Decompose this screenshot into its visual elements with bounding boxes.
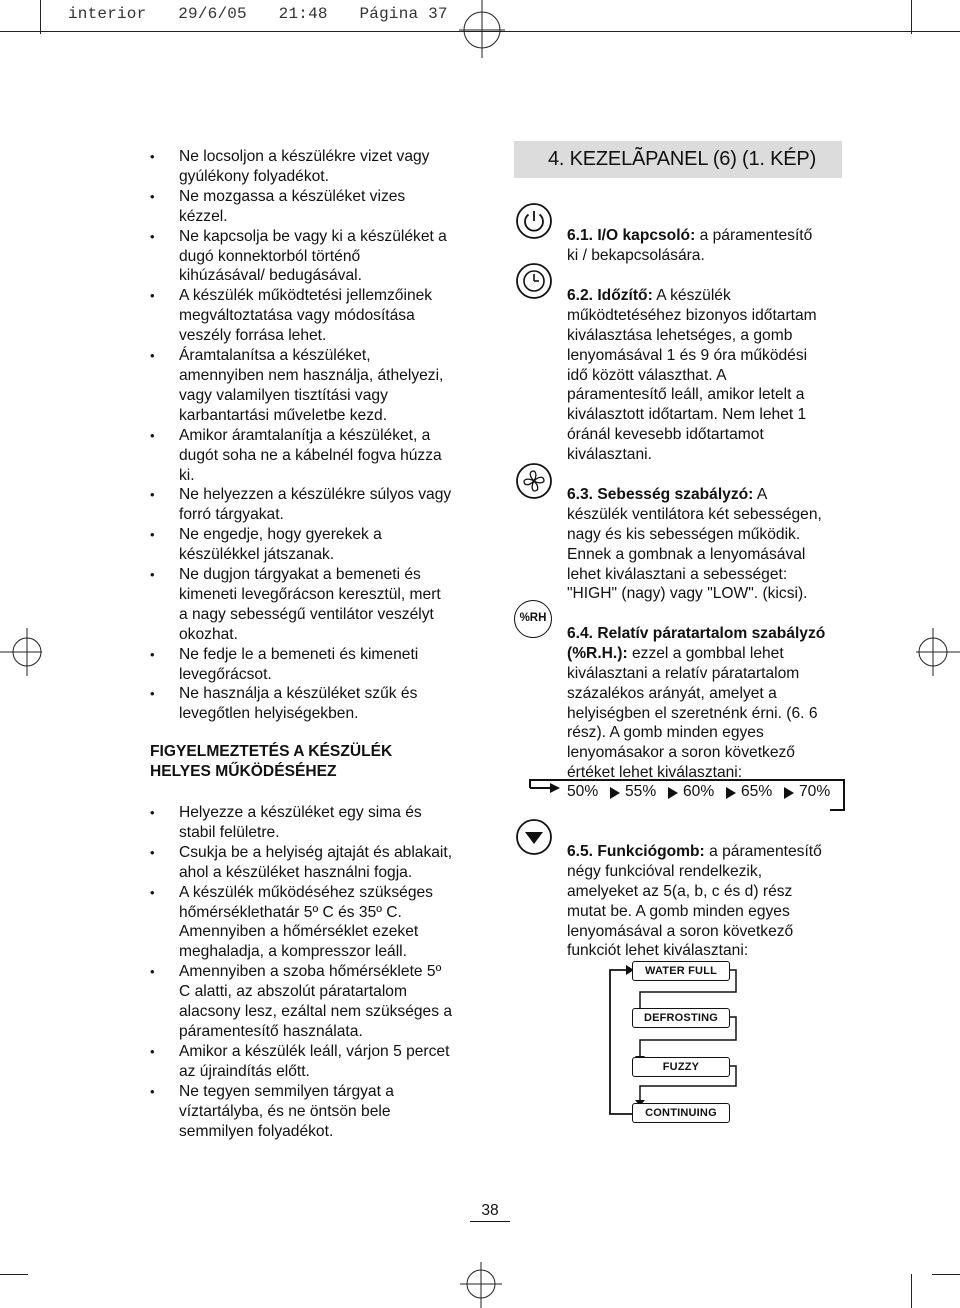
item-humidity	[567, 604, 825, 783]
slug-page: Página 37	[359, 5, 448, 23]
section-title: 4. KEZELÃPANEL (6) (1. KÉP)	[514, 141, 842, 178]
function-fuzzy: FUZZY	[632, 1057, 730, 1077]
function-defrosting: DEFROSTING	[632, 1008, 730, 1028]
function-water-full: WATER FULL	[632, 961, 730, 981]
list-item: • Amennyiben a szoba hőmérséklete 5º C alatti, az abszolút páratartalom alacsony lesz, ezáltal nem szükséges a páramentesítő használata.	[150, 962, 470, 1042]
list-item: • Ne használja a készüléket szűk és levegőtlen helyiségekben.	[150, 684, 470, 724]
crop-mark	[911, 1274, 912, 1308]
slug-date: 29/6/05	[178, 5, 247, 23]
crosshair-mark-top	[459, 0, 505, 58]
item-timer	[567, 266, 817, 465]
item-heading: 6.1. I/O kapcsoló:	[567, 226, 696, 244]
step-arrow-icon	[726, 787, 736, 799]
humidity-step: 70%	[799, 783, 831, 800]
step-arrow-icon	[668, 787, 678, 799]
operation-list	[150, 803, 470, 1141]
safety-list	[150, 147, 470, 724]
step-arrow-icon	[610, 787, 620, 799]
slug-file: interior	[68, 5, 147, 23]
item-heading: 6.5. Funkciógomb:	[567, 842, 705, 860]
list-item: • A készülék működéséhez szükséges hőmérséklethatár 5º C és 35º C. Amennyiben a hőmérséklet ezeket meghaladja, a kompresszor leáll.	[150, 883, 470, 963]
item-speed	[567, 465, 822, 604]
humidity-step: 60%	[683, 783, 715, 800]
rh-icon	[514, 600, 552, 638]
item-text: A készülék működtetéséhez bizonyos időtartam kiválasztása lehetséges, a gomb lenyomásával 1 és 9 óra működési idő között választhat. A páramentesítő leáll, amikor letelt a kiválasztott időtartam. Nem lehet 1 óránál kevesebb időtartamot kiválasztani.	[567, 286, 817, 464]
list-item: • Amikor a készülék leáll, várjon 5 percet az újraindítás előtt.	[150, 1042, 470, 1082]
list-item: • A készülék működtetési jellemzőinek megváltoztatása vagy módosítása veszély forrása lehet.	[150, 286, 470, 346]
crosshair-mark-right	[916, 628, 960, 676]
list-item: • Áramtalanítsa a készüléket, amennyiben nem használja, áthelyezi, vagy valamilyen tisztítási vagy karbantartási műveletbe kezd.	[150, 346, 470, 426]
item-heading: 6.3. Sebesség szabályzó:	[567, 485, 754, 503]
item-heading: 6.4. Relatív páratartalom szabályzó (%R.H.):	[567, 624, 826, 662]
list-item: • Ne dugjon tárgyakat a bemeneti és kimeneti levegőrácson keresztül, mert a nagy sebességű ventilátor veszélyt okozhat.	[150, 565, 470, 645]
step-arrow-icon	[784, 787, 794, 799]
list-item: • Ne helyezzen a készülékre súlyos vagy forró tárgyakat.	[150, 485, 470, 525]
list-item: • Ne engedje, hogy gyerekek a készülékkel játszanak.	[150, 525, 470, 565]
list-item: • Helyezze a készüléket egy sima és stabil felületre.	[150, 803, 470, 843]
item-heading: 6.2. Időzítő:	[567, 286, 653, 304]
list-item: • Ne fedje le a bemeneti és kimeneti levegőrácsot.	[150, 645, 470, 685]
humidity-step: 65%	[741, 783, 773, 800]
power-icon	[515, 202, 553, 240]
crosshair-mark-bottom	[460, 1262, 502, 1308]
crosshair-mark-left	[0, 628, 42, 676]
down-arrow-icon	[515, 818, 553, 856]
humidity-step: 50%	[567, 783, 599, 800]
crop-mark	[932, 1274, 960, 1275]
list-item: • Ne kapcsolja be vagy ki a készüléket a dugó konnektorból történő kihúzásával/ bedugásával.	[150, 227, 470, 287]
item-text: A készülék ventilátora két sebességen, nagy és kis sebességen működik. Ennek a gombnak a lenyomásával lehet kiválasztani a sebességet: "HIGH" (nagy) vagy "LOW". (kicsi).	[567, 485, 822, 603]
item-text: a páramentesítő négy funkcióval rendelkezik, amelyeket az 5(a, b, c és d) rész mutat be. A gomb minden egyes lenyomásával a soron következő funkciót lehet kiválasztani:	[567, 842, 822, 960]
item-io-switch	[567, 206, 812, 266]
humidity-cycle	[528, 776, 850, 816]
list-item: • Amikor áramtalanítja a készüléket, a dugót soha ne a kábelnél fogva húzza ki.	[150, 426, 470, 486]
item-text: a páramentesítő ki / bekapcsolására.	[567, 226, 813, 264]
humidity-step: 55%	[625, 783, 657, 800]
crop-mark	[0, 1274, 28, 1275]
list-item: • Ne tegyen semmilyen tárgyat a víztartályba, és ne öntsön bele semmilyen folyadékot.	[150, 1082, 470, 1142]
warning-heading: FIGYELMEZTETÉS A KÉSZÜLÉK HELYES MŰKÖDÉSÉHEZ	[150, 743, 393, 780]
slug-time: 21:48	[278, 5, 328, 23]
item-text: ezzel a gombbal lehet kiválasztani a relatív páratartalom százalékos arányát, amelyet a helyiségben el szeretnénk érni. (6. 6 rész). A gomb minden egyes lenyomásakor a soron következő értéket lehet kiválasztani:	[567, 644, 818, 782]
rh-icon-label: %RH	[519, 612, 547, 624]
fan-icon	[515, 462, 553, 500]
list-item: • Ne locsoljon a készülékre vizet vagy gyúlékony folyadékot.	[150, 147, 470, 187]
crop-mark	[911, 0, 912, 34]
page-number: 38	[470, 1201, 510, 1222]
function-continuing: CONTINUING	[632, 1103, 730, 1123]
clock-icon	[515, 262, 553, 300]
print-slug	[68, 5, 470, 23]
list-item: • Csukja be a helyiség ajtaját és ablakait, ahol a készüléket használni fogja.	[150, 843, 470, 883]
crop-mark	[40, 0, 41, 34]
list-item: • Ne mozgassa a készüléket vizes kézzel.	[150, 187, 470, 227]
item-function	[567, 822, 822, 961]
